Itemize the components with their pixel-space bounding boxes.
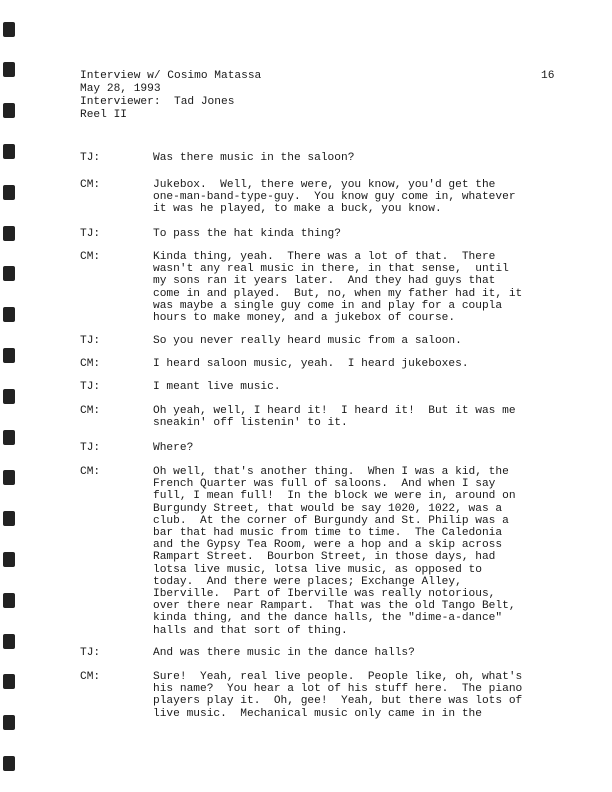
binding-hole	[3, 307, 15, 322]
binding-hole	[3, 430, 15, 445]
speech-line: Where?	[153, 442, 194, 454]
binding-hole	[3, 62, 15, 77]
binding-hole	[3, 674, 15, 689]
speech-line: full, I mean full! In the block we were in, around on	[153, 490, 516, 503]
speech-line: today. And there were places; Exchange Alley,	[153, 575, 462, 588]
speech-line: Was there music in the saloon?	[153, 152, 355, 164]
speech-line: Iberville. Part of Iberville was really notorious,	[153, 588, 496, 601]
speaker-label: TJ:	[80, 335, 101, 347]
speaker-label: TJ:	[80, 442, 101, 454]
speech-line: and the Gypsy Tea Room, were a hop and a skip across	[153, 539, 503, 552]
speech-text	[153, 228, 612, 240]
speech-line: kinda thing, and the dance halls, the "dime-a-dance"	[153, 612, 503, 625]
interview-title: Interview w/ Cosimo Matassa	[80, 70, 262, 82]
speech-text	[153, 358, 612, 370]
speech-line: I meant live music.	[153, 381, 281, 393]
reel-label: Reel II	[80, 109, 127, 121]
binding-hole	[3, 348, 15, 363]
speech-line: live music. Mechanical music only came in in the	[153, 707, 482, 720]
speech-line: my sons ran it years later. And they had guys that	[153, 275, 496, 288]
binding-hole	[3, 22, 15, 37]
speech-line: wasn't any real music in there, in that sense, until	[153, 263, 509, 276]
speech-line: come in and played. But, no, when my father had it, it	[153, 287, 523, 300]
speech-line: players play it. Oh, gee! Yeah, but there was lots of	[153, 695, 523, 708]
speech-text	[153, 152, 612, 164]
speech-line: one-man-band-type-guy. You know guy come in, whatever	[153, 191, 516, 204]
page-number: 16	[541, 70, 555, 82]
speech-line: So you never really heard music from a saloon.	[153, 335, 462, 347]
binding-hole	[3, 470, 15, 485]
speech-line: bar that had music from time to time. The Caledonia	[153, 527, 503, 540]
binding-hole	[3, 511, 15, 526]
speaker-label: CM:	[80, 179, 101, 191]
interview-date: May 28, 1993	[80, 83, 161, 95]
speech-line: Jukebox. Well, there were, you know, you'd get the	[153, 179, 496, 191]
binding-hole	[3, 756, 15, 771]
speaker-label: TJ:	[80, 647, 101, 659]
speaker-label: CM:	[80, 251, 101, 263]
speech-line: Sure! Yeah, real live people. People like, oh, what's	[153, 671, 523, 683]
speech-line: was maybe a single guy come in and play for a coupla	[153, 299, 503, 312]
speech-line: halls and that sort of thing.	[153, 624, 348, 637]
speech-line: sneakin' off listenin' to it.	[153, 417, 348, 430]
speaker-label: TJ:	[80, 381, 101, 393]
binding-hole	[3, 552, 15, 567]
speech-text	[153, 179, 612, 216]
speech-line: Burgundy Street, that would be say 1020, 1022, was a	[153, 502, 503, 515]
speaker-label: CM:	[80, 405, 101, 417]
speech-line: it was he played, to make a buck, you know.	[153, 203, 442, 216]
speaker-label: TJ:	[80, 152, 101, 164]
binding-hole	[3, 593, 15, 608]
binding-hole	[3, 266, 15, 281]
speech-line: Oh well, that's another thing. When I was a kid, the	[153, 466, 509, 478]
speech-line: lotsa live music, lotsa live music, as opposed to	[153, 563, 482, 576]
speech-text	[153, 442, 612, 454]
speech-line: French Quarter was full of saloons. And when I say	[153, 478, 496, 491]
speech-text	[153, 251, 612, 324]
document-header	[80, 70, 261, 122]
speech-text	[153, 671, 612, 720]
speech-text	[153, 647, 612, 659]
speaker-label: CM:	[80, 466, 101, 478]
binding-hole	[3, 185, 15, 200]
speech-text	[153, 405, 612, 429]
speaker-label: CM:	[80, 671, 101, 683]
speech-line: hours to make money, and a jukebox of course.	[153, 312, 456, 325]
speaker-label: CM:	[80, 358, 101, 370]
speech-line: I heard saloon music, yeah. I heard jukeboxes.	[153, 358, 469, 370]
binding-hole	[3, 715, 15, 730]
speech-line: his name? You hear a lot of his stuff here. The piano	[153, 683, 523, 696]
spiral-binding	[0, 0, 24, 792]
speaker-label: TJ:	[80, 228, 101, 240]
binding-hole	[3, 634, 15, 649]
speech-text	[153, 466, 612, 637]
speech-line: over there near Rampart. That was the old Tango Belt,	[153, 600, 516, 613]
interviewer-line: Interviewer: Tad Jones	[80, 96, 235, 108]
binding-hole	[3, 226, 15, 241]
binding-hole	[3, 389, 15, 404]
speech-line: Rampart Street. Bourbon Street, in those days, had	[153, 551, 496, 564]
speech-line: Oh yeah, well, I heard it! I heard it! But it was me	[153, 405, 516, 417]
binding-hole	[3, 144, 15, 159]
speech-line: To pass the hat kinda thing?	[153, 228, 341, 240]
speech-text	[153, 335, 612, 347]
speech-line: club. At the corner of Burgundy and St. Philip was a	[153, 514, 509, 527]
speech-text	[153, 381, 612, 393]
binding-hole	[3, 103, 15, 118]
speech-line: Kinda thing, yeah. There was a lot of that. There	[153, 251, 496, 263]
speech-line: And was there music in the dance halls?	[153, 647, 415, 659]
